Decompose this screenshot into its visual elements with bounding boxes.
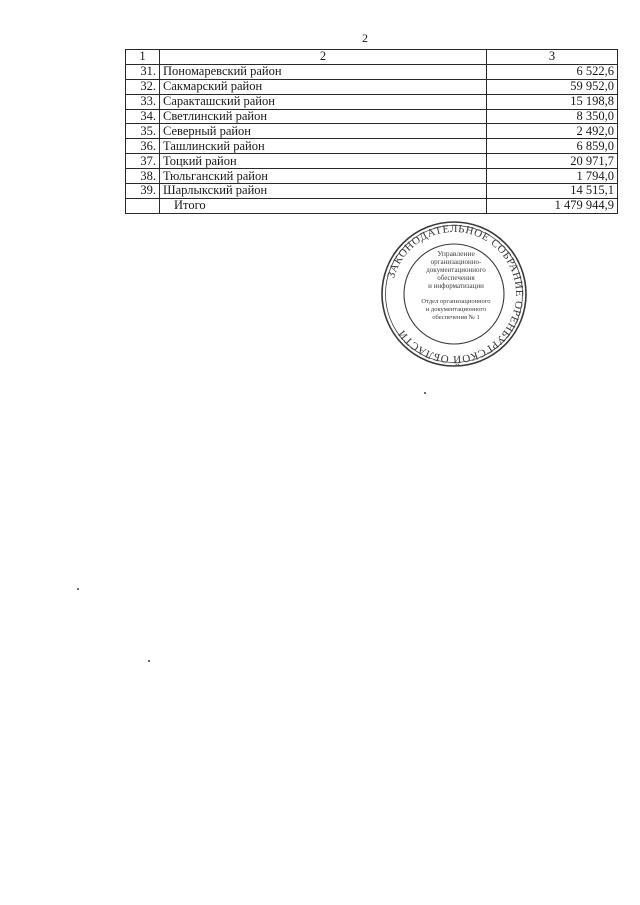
svg-text:организационно-: организационно- xyxy=(430,258,482,266)
header-col-1: 1 xyxy=(126,50,160,65)
total-row xyxy=(126,198,618,213)
table-row xyxy=(126,169,618,184)
svg-text:документационного: документационного xyxy=(426,266,486,274)
row-number: 37. xyxy=(126,154,160,169)
row-number: 36. xyxy=(126,139,160,154)
district-value: 8 350,0 xyxy=(487,109,618,124)
district-value: 15 198,8 xyxy=(487,94,618,109)
svg-text:Отдел организационного: Отдел организационного xyxy=(421,298,491,305)
svg-text:и документационного: и документационного xyxy=(425,306,487,313)
district-name: Ташлинский район xyxy=(160,139,487,154)
page-number: 2 xyxy=(362,31,368,45)
scan-speck xyxy=(77,588,79,590)
row-number: 39. xyxy=(126,184,160,199)
district-value: 14 515,1 xyxy=(487,184,618,199)
svg-text:Управление: Управление xyxy=(437,249,475,258)
district-value: 1 794,0 xyxy=(487,169,618,184)
scan-speck xyxy=(424,392,426,394)
district-name: Тоцкий район xyxy=(160,154,487,169)
district-table xyxy=(125,49,618,214)
table-header-row xyxy=(126,50,618,65)
header-col-2: 2 xyxy=(160,50,487,65)
header-col-3: 3 xyxy=(487,50,618,65)
table-row xyxy=(126,94,618,109)
table-row xyxy=(126,154,618,169)
district-name: Шарлыкский район xyxy=(160,184,487,199)
row-number: 32. xyxy=(126,79,160,94)
table-row xyxy=(126,139,618,154)
row-number: 34. xyxy=(126,109,160,124)
district-name: Северный район xyxy=(160,124,487,139)
district-name: Тюльганский район xyxy=(160,169,487,184)
district-name: Светлинский район xyxy=(160,109,487,124)
svg-text:и информатизации: и информатизации xyxy=(428,282,484,290)
row-number: 33. xyxy=(126,94,160,109)
table-row xyxy=(126,109,618,124)
total-empty-cell xyxy=(126,198,160,213)
district-name: Пономаревский район xyxy=(160,64,487,79)
official-seal xyxy=(380,220,528,368)
district-value: 59 952,0 xyxy=(487,79,618,94)
seal-inner-text xyxy=(421,249,490,321)
row-number: 35. xyxy=(126,124,160,139)
district-value: 6 859,0 xyxy=(487,139,618,154)
district-name: Саракташский район xyxy=(160,94,487,109)
scan-speck xyxy=(148,660,150,662)
table-row xyxy=(126,79,618,94)
total-label: Итого xyxy=(160,198,487,213)
total-value: 1 479 944,9 xyxy=(487,198,618,213)
table-row xyxy=(126,124,618,139)
seal-outer-text: ЗАКОНОДАТЕЛЬНОЕ СОБРАНИЕ ОРЕНБУРГСКОЙ ОБЛАСТИ xyxy=(385,222,526,366)
district-name: Сакмарский район xyxy=(160,79,487,94)
table-row xyxy=(126,184,618,199)
district-value: 2 492,0 xyxy=(487,124,618,139)
district-value: 20 971,7 xyxy=(487,154,618,169)
svg-text:обеспечения № 1: обеспечения № 1 xyxy=(432,314,480,321)
row-number: 38. xyxy=(126,169,160,184)
district-value: 6 522,6 xyxy=(487,64,618,79)
svg-text:обеспечения: обеспечения xyxy=(437,274,475,282)
row-number: 31. xyxy=(126,64,160,79)
table-row xyxy=(126,64,618,79)
